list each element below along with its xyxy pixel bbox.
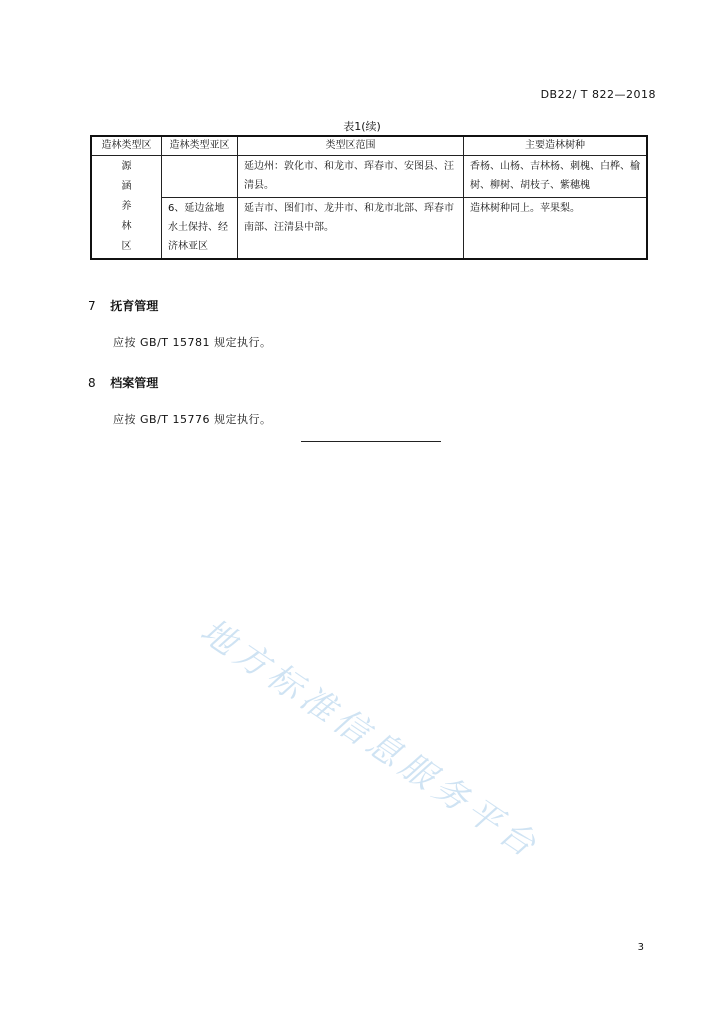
afforestation-table: [90, 135, 648, 260]
column-header-zone: 造林类型区: [91, 136, 162, 156]
zone-cell: [91, 156, 162, 260]
table-caption: 表1(续): [343, 120, 381, 133]
subzone-cell: 6、延边盆地水土保持、经济林亚区: [162, 197, 238, 259]
zone-char: 区: [121, 241, 132, 252]
watermark: 地方标准信息服务平台: [193, 610, 548, 868]
section-title: 档案管理: [110, 376, 159, 390]
section-number: 8: [88, 376, 96, 390]
zone-char: 源: [121, 161, 132, 172]
section-body: 应按 GB/T 15776 规定执行。: [113, 413, 272, 426]
range-cell: 延吉市、图们市、龙井市、和龙市北部、珲春市南部、汪清县中部。: [238, 197, 464, 259]
section-title: 抚育管理: [110, 299, 159, 313]
column-header-range: 类型区范围: [238, 136, 464, 156]
subzone-cell: [162, 156, 238, 198]
table-row: [91, 197, 647, 259]
table-row: [91, 156, 647, 198]
table-header-row: [91, 136, 647, 156]
page-number: 3: [637, 942, 644, 953]
end-divider: [301, 441, 441, 442]
species-cell: 香杨、山杨、吉林杨、刺槐、白桦、榆树、柳树、胡枝子、紫穗槐: [464, 156, 648, 198]
zone-char: 涵: [121, 181, 132, 192]
zone-char: 养: [121, 201, 132, 212]
zone-char: 林: [121, 221, 132, 232]
column-header-species: 主要造林树种: [464, 136, 648, 156]
column-header-subzone: 造林类型亚区: [162, 136, 238, 156]
document-code: DB22/ T 822—2018: [540, 88, 656, 101]
species-cell: 造林树种同上。苹果梨。: [464, 197, 648, 259]
section-number: 7: [88, 299, 96, 313]
section-heading: [88, 374, 158, 391]
section-heading: [88, 297, 158, 314]
section-body: 应按 GB/T 15781 规定执行。: [113, 336, 272, 349]
range-cell: 延边州：敦化市、和龙市、珲春市、安图县、汪清县。: [238, 156, 464, 198]
